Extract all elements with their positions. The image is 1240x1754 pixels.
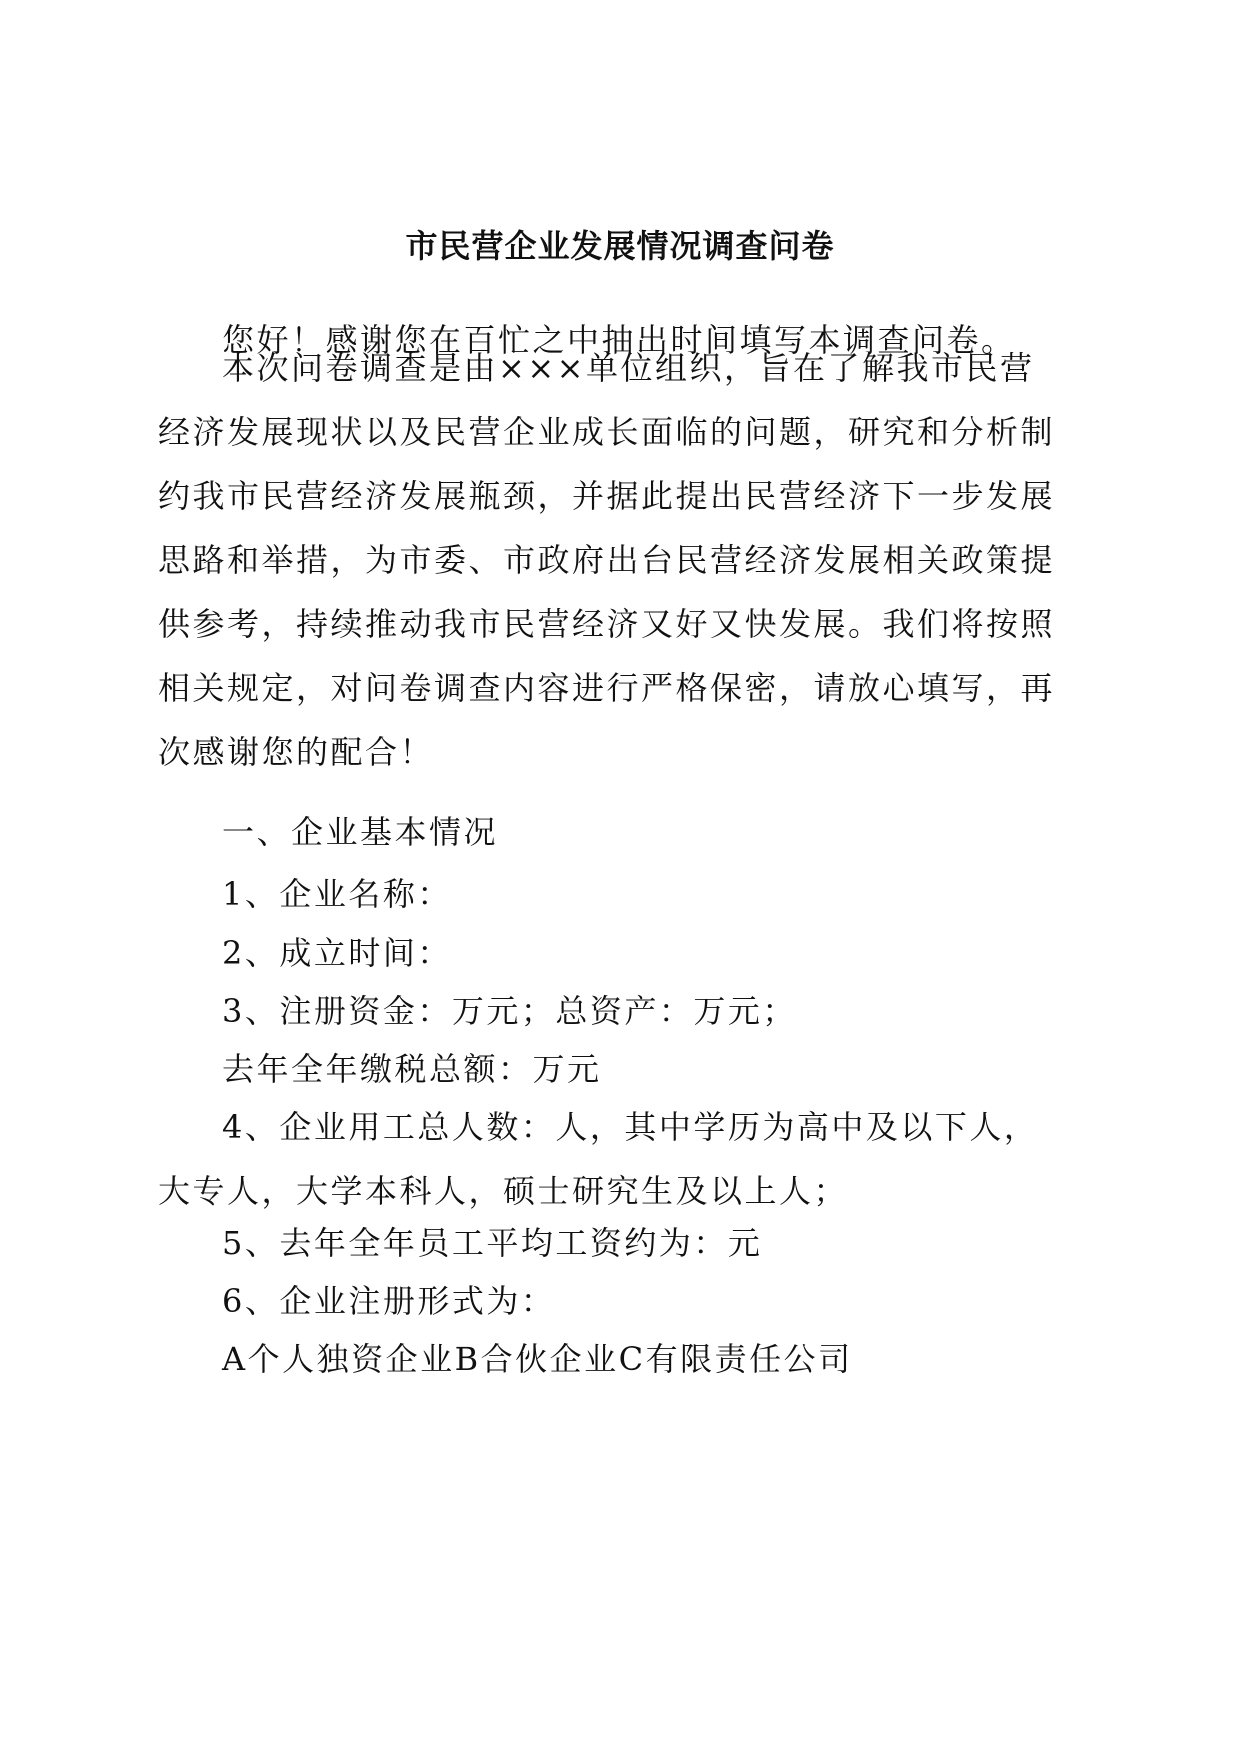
question-company-name: 1、企业名称： — [222, 875, 452, 913]
question-founding-date: 2、成立时间： — [222, 934, 452, 972]
question-tax-total: 去年全年缴税总额：万元 — [222, 1050, 602, 1088]
document-title: 市民营企业发展情况调查问卷 — [405, 227, 835, 265]
section-heading: 一、企业基本情况 — [222, 813, 499, 851]
registration-options: A个人独资企业B合伙企业C有限责任公司 — [222, 1340, 853, 1378]
intro-paragraph: 本次问卷调查是由×××单位组织，旨在了解我市民营经济发展现状以及民营企业成长面临的问题，研究和分析制约我市民营经济发展瓶颈，并据此提出民营经济下一步发展思路和举措，为市委、市政府出台民营经济发展相关政策提供参考，持续推动我市民营经济又好又快发展。我们将按照相关规定，对问卷调查内容进行严格保密，请放心填写，再次感谢您的配合！ — [158, 349, 1056, 771]
question-capital: 3、注册资金：万元；总资产：万元； — [222, 992, 797, 1030]
question-registration-form: 6、企业注册形式为： — [222, 1282, 556, 1320]
question-average-wage: 5、去年全年员工平均工资约为：元 — [222, 1224, 763, 1262]
question-employees: 4、企业用工总人数：人，其中学历为高中及以下人，大专人，大学本科人，硕士研究生及以上人； — [158, 1108, 1039, 1210]
greeting-paragraph: 您好！感谢您在百忙之中抽出时间填写本调查问卷。 — [222, 321, 1016, 359]
